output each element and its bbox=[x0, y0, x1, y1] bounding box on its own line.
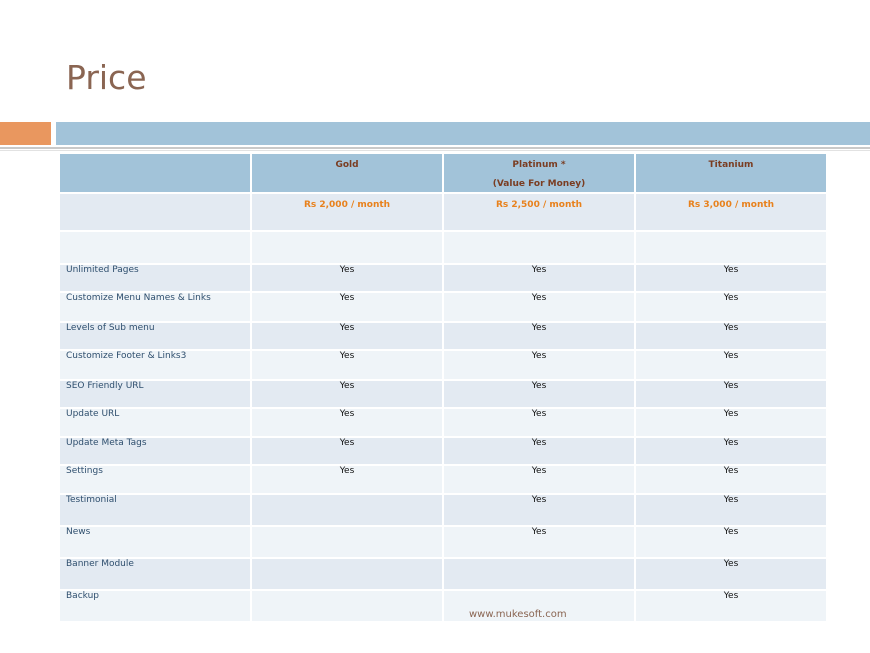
feature-value: Yes bbox=[443, 350, 635, 380]
feature-value: Yes bbox=[251, 322, 443, 350]
plan-gold-header bbox=[251, 153, 443, 193]
feature-name: Customize Footer & Links3 bbox=[59, 350, 251, 380]
feature-value bbox=[443, 558, 635, 590]
feature-value: Yes bbox=[251, 465, 443, 494]
feature-value: Yes bbox=[443, 494, 635, 526]
feature-row bbox=[59, 437, 827, 465]
spacer-cell bbox=[635, 231, 827, 264]
feature-name: Backup bbox=[59, 590, 251, 622]
feature-row bbox=[59, 408, 827, 437]
feature-value: Yes bbox=[635, 526, 827, 558]
feature-row bbox=[59, 526, 827, 558]
plan-price: Rs 2,500 / month bbox=[443, 193, 635, 231]
feature-row bbox=[59, 465, 827, 494]
feature-value: Yes bbox=[443, 526, 635, 558]
feature-value: Yes bbox=[635, 380, 827, 408]
feature-value: Yes bbox=[635, 264, 827, 292]
feature-name: Update URL bbox=[59, 408, 251, 437]
spacer-cell bbox=[59, 231, 251, 264]
plan-header-row bbox=[59, 153, 827, 193]
feature-value: Yes bbox=[635, 322, 827, 350]
feature-value: Yes bbox=[251, 380, 443, 408]
feature-row bbox=[59, 494, 827, 526]
feature-name: Unlimited Pages bbox=[59, 264, 251, 292]
feature-value: Yes bbox=[251, 264, 443, 292]
feature-name: Testimonial bbox=[59, 494, 251, 526]
feature-value: Yes bbox=[635, 558, 827, 590]
feature-value: Yes bbox=[635, 292, 827, 322]
plan-titanium-header bbox=[635, 153, 827, 193]
plan-price: Rs 2,000 / month bbox=[251, 193, 443, 231]
plan-subtitle: (Value For Money) bbox=[492, 179, 586, 189]
plan-platinum-header bbox=[443, 153, 635, 193]
plan-name: Gold bbox=[335, 160, 359, 170]
accent-bar-blue bbox=[56, 122, 870, 145]
feature-row bbox=[59, 380, 827, 408]
plan-name: Platinum * bbox=[512, 160, 566, 170]
feature-value: Yes bbox=[443, 465, 635, 494]
feature-value: Yes bbox=[635, 437, 827, 465]
feature-row bbox=[59, 590, 827, 622]
feature-value: Yes bbox=[635, 408, 827, 437]
feature-value: Yes bbox=[443, 292, 635, 322]
feature-value: Yes bbox=[251, 350, 443, 380]
feature-row bbox=[59, 264, 827, 292]
pricing-table bbox=[58, 152, 828, 623]
feature-value: Yes bbox=[635, 494, 827, 526]
feature-name: SEO Friendly URL bbox=[59, 380, 251, 408]
price-empty-cell bbox=[59, 193, 251, 231]
header-empty-cell bbox=[59, 153, 251, 193]
spacer-cell bbox=[443, 231, 635, 264]
slide-title: Price bbox=[66, 58, 147, 97]
feature-value: Yes bbox=[635, 350, 827, 380]
feature-value: Yes bbox=[443, 322, 635, 350]
feature-value bbox=[251, 526, 443, 558]
accent-bar-orange bbox=[0, 122, 51, 145]
feature-name: Update Meta Tags bbox=[59, 437, 251, 465]
plan-name: Titanium bbox=[708, 160, 754, 170]
feature-value: Yes bbox=[443, 264, 635, 292]
feature-value: Yes bbox=[251, 437, 443, 465]
feature-value bbox=[251, 558, 443, 590]
price-row bbox=[59, 193, 827, 231]
feature-name: Customize Menu Names & Links bbox=[59, 292, 251, 322]
feature-name: Banner Module bbox=[59, 558, 251, 590]
feature-value: Yes bbox=[635, 465, 827, 494]
feature-value: Yes bbox=[251, 292, 443, 322]
divider-line-thin bbox=[0, 150, 870, 151]
spacer-cell bbox=[251, 231, 443, 264]
spacer-row bbox=[59, 231, 827, 264]
feature-value: Yes bbox=[443, 437, 635, 465]
footer-website: www.mukesoft.com bbox=[469, 609, 567, 620]
feature-value: Yes bbox=[443, 408, 635, 437]
feature-value bbox=[251, 494, 443, 526]
feature-name: Levels of Sub menu bbox=[59, 322, 251, 350]
feature-row bbox=[59, 292, 827, 322]
divider-line bbox=[0, 147, 870, 149]
feature-value: Yes bbox=[635, 590, 827, 622]
feature-value: Yes bbox=[251, 408, 443, 437]
feature-value: Yes bbox=[443, 380, 635, 408]
feature-name: News bbox=[59, 526, 251, 558]
plan-price: Rs 3,000 / month bbox=[635, 193, 827, 231]
feature-name: Settings bbox=[59, 465, 251, 494]
feature-value bbox=[251, 590, 443, 622]
feature-row bbox=[59, 350, 827, 380]
feature-row bbox=[59, 322, 827, 350]
feature-row bbox=[59, 558, 827, 590]
